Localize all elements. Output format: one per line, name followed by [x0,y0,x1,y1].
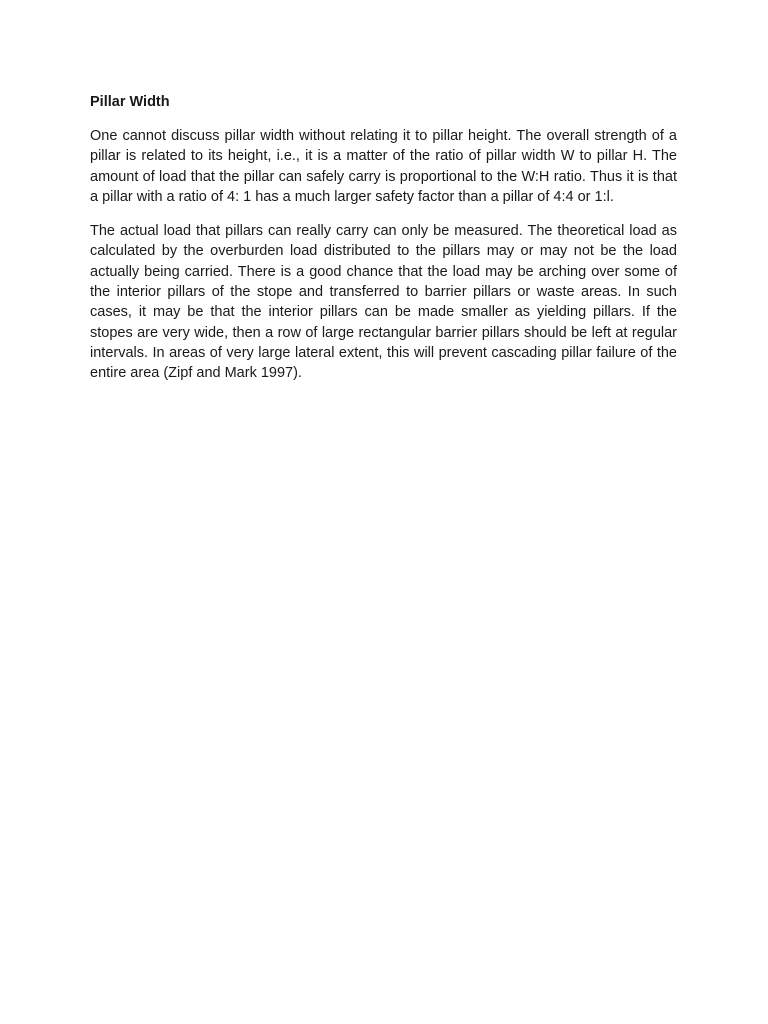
paragraph-pillar-load: The actual load that pillars can really carry can only be measured. The theoretical load as calculated by the overburden load distributed to the pillars may or may not be the load actually being carried. There is a good chance that the load may be arching over some of the interior pillars of the stope and transferred to barrier pillars or waste areas. In such cases, it may be that the interior pillars can be made smaller as yielding pillars. If the stopes are very wide, then a row of large rectangular barrier pillars should be left at regular intervals. In areas of very large lateral extent, this will prevent cascading pillar failure of the entire area (Zipf and Mark 1997). [90,223,677,382]
section-heading: Pillar Width [90,94,170,110]
paragraph-pillar-width-height: One cannot discuss pillar width without relating it to pillar height. The overall strength of a pillar is related to its height, i.e., it is a matter of the ratio of pillar width W to pillar H. The amount of load that the pillar can safely carry is proportional to the W:H ratio. Thus it is that a pillar with a ratio of 4: 1 has a much larger safety factor than a pillar of 4:4 or 1:l. [90,128,677,205]
document-page [90,92,677,398]
